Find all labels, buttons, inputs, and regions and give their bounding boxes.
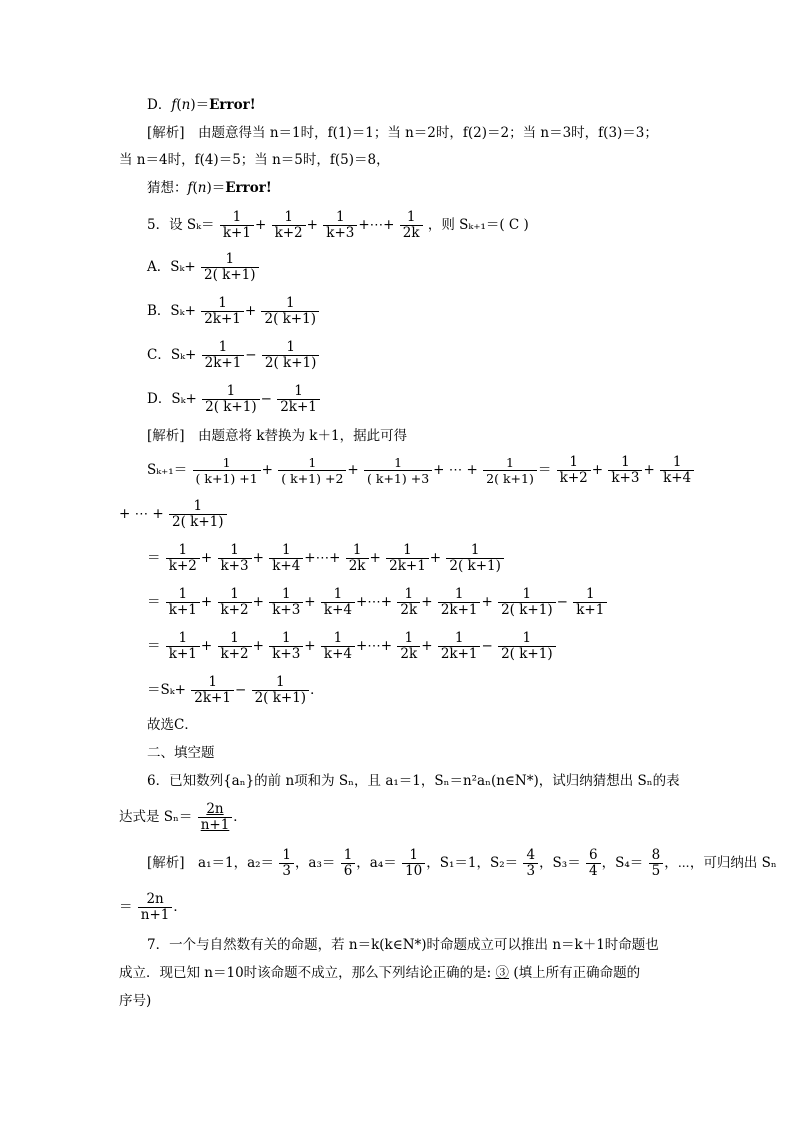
question-7-line-1: 7．一个与自然数有关的命题，若 n＝k(k∈N*)时命题成立可以推出 n＝k＋1时命题也 — [147, 937, 659, 953]
frac-1-over-k1: $\frac{1}{k+1}$ — [220, 210, 254, 241]
option-a: A．Sₖ+ $\frac{1}{2( k+1)}$ — [147, 252, 260, 283]
analysis-6-line-2: ＝ $\frac{2n}{n+1}$ ． — [119, 891, 187, 923]
question-7-line-3: 序号) — [119, 993, 152, 1009]
derivation-line-5: ＝ $\frac{1}{k+1}$ + $\frac{1}{k+2}$ + $\frac{1}{k+3}$ + $\frac{1}{k+4}$ +⋯+ $\frac{1}{2k}$ + $\frac{1}{2k+1}$ − $\frac{1}{2( k+1)}$ — [147, 631, 557, 662]
option-a-frac: $\frac{1}{2( k+1)}$ — [201, 252, 259, 283]
question-7-line-2: 成立．现已知 n＝10时该命题不成立，那么下列结论正确的是: ③ (填上所有正确命题的 — [119, 965, 641, 981]
frac-1-over-k2: $\frac{1}{k+2}$ — [272, 210, 306, 241]
derivation-line-2: + ⋯ + $\frac{1}{2( k+1)}$ — [119, 499, 228, 530]
conjecture-line: 猜想：f(n)＝Error! — [147, 180, 272, 196]
analysis-5-intro: [解析] 由题意将 k替换为 k＋1，据此可得 — [147, 428, 408, 444]
frac-1-over-k3: $\frac{1}{k+3}$ — [323, 210, 357, 241]
question-6-line-2: 达式是 Sₙ＝ $\frac{2n}{n+1}$ ． — [119, 801, 247, 833]
option-d-label: D．f(n)＝Error! — [147, 97, 256, 113]
answer-7: ③ — [495, 965, 510, 981]
question-6-line-1: 6．已知数列{aₙ}的前 n项和为 Sₙ，且 a₁＝1，Sₙ＝n²aₙ(n∈N*)，试归纳猜想出 Sₙ的表 — [147, 773, 680, 789]
option-b: B．Sₖ+ $\frac{1}{2k+1}$ + $\frac{1}{2( k+1)}$ — [147, 296, 320, 327]
derivation-line-3: ＝ $\frac{1}{k+2}$ + $\frac{1}{k+3}$ + $\frac{1}{k+4}$ +⋯+ $\frac{1}{2k}$ + $\frac{1}{2k+1}$ + $\frac{1}{2( k+1)}$ — [147, 543, 505, 574]
section-title: 二、填空题 — [147, 745, 215, 761]
derivation-line-1: Sₖ₊₁＝ $\frac{1}{( k+1) +1}$ + $\frac{1}{( k+1) +2}$ + $\frac{1}{( k+1) +3}$ + ⋯ + $\frac{1}{2( k+1)}$ ＝ $\frac{1}{k+2}$ + $\frac{1}{k+3}$ + $\frac{1}{k+4}$ — [147, 455, 695, 486]
derivation-line-4: ＝ $\frac{1}{k+1}$ + $\frac{1}{k+2}$ + $\frac{1}{k+3}$ + $\frac{1}{k+4}$ +⋯+ $\frac{1}{2k}$ + $\frac{1}{2k+1}$ + $\frac{1}{2( k+1)}$ − $\frac{1}{k+1}$ — [147, 587, 608, 618]
choose-c: 故选C． — [147, 717, 198, 733]
question-5: 5．设 Sₖ＝ $\frac{1}{k+1}$ + $\frac{1}{k+2}$ + $\frac{1}{k+3}$ +⋯+ $\frac{1}{2k}$ ，则 Sₖ₊₁＝( C ) — [147, 209, 529, 241]
analysis-line-1: [解析] 由题意得当 n＝1时，f(1)＝1；当 n＝2时，f(2)＝2；当 n＝3时，f(3)＝3； — [147, 125, 658, 141]
answer-6-frac: $\frac{2n}{n+1}$ — [198, 802, 233, 833]
derivation-line-6: ＝Sₖ+ $\frac{1}{2k+1}$ − $\frac{1}{2( k+1)}$ ． — [147, 674, 324, 706]
option-d-5: D．Sₖ+ $\frac{1}{2( k+1)}$ − $\frac{1}{2k+1}$ — [147, 384, 321, 415]
frac-1-over-2k: $\frac{1}{2k}$ — [400, 210, 423, 241]
analysis-line-2: 当 n＝4时，f(4)＝5；当 n＝5时，f(5)＝8， — [119, 152, 390, 168]
option-c: C．Sₖ+ $\frac{1}{2k+1}$ − $\frac{1}{2( k+1)}$ — [147, 340, 320, 371]
option-d-text — [147, 95, 256, 115]
analysis-6-line-1: [解析] a₁＝1，a₂＝ $\frac{1}{3}$ ，a₃＝ $\frac{1}{6}$ ，a₄＝ $\frac{1}{10}$ ，S₁＝1，S₂＝ $\frac{4}{3}$ ，S₃＝ $\frac{6}{4}$ ，S₄＝ $\frac{8}{5}$ ，⋯，可归纳出 Sₙ — [147, 847, 777, 879]
